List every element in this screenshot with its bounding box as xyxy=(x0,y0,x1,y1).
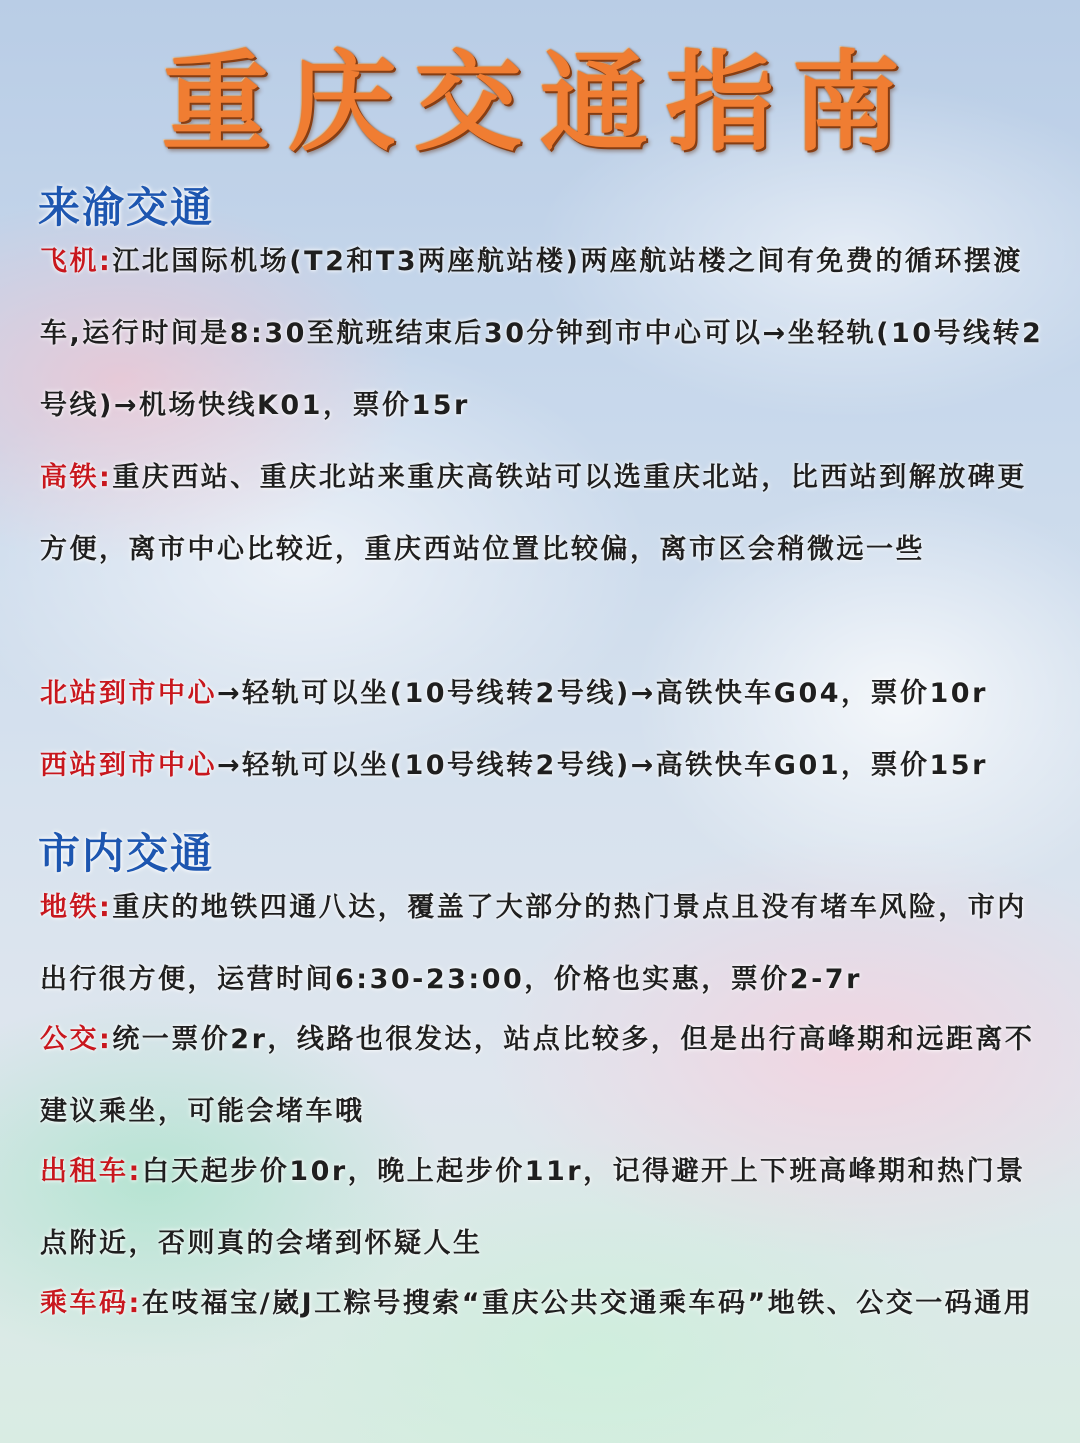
page-title: 重庆交通指南 xyxy=(161,40,918,166)
paragraph-metro xyxy=(40,872,1050,1016)
paragraph-north-station xyxy=(40,658,1050,730)
bus-label: 公交: xyxy=(40,1024,113,1055)
section-heading-city: 市内交通 xyxy=(38,829,215,878)
paragraph-highspeed-rail xyxy=(40,442,1050,586)
west-station-text: →轻轨可以坐(10号线转2号线)→高铁快车G01，票价15r xyxy=(217,750,988,781)
plane-text: 江北国际机场(T2和T3两座航站楼)两座航站楼之间有免费的循环摆渡车,运行时间是8:30至航班结束后30分钟到市中心可以→坐轻轨(10号线转2号线)→机场快线K01，票价15r xyxy=(40,246,1044,421)
paragraph-bus xyxy=(40,1004,1050,1148)
west-station-label: 西站到市中心 xyxy=(40,750,217,781)
paragraph-ride-code xyxy=(40,1268,1050,1340)
plane-label: 飞机: xyxy=(40,246,113,277)
taxi-label: 出租车: xyxy=(40,1156,142,1187)
taxi-text: 白天起步价10r，晚上起步价11r，记得避开上下班高峰期和热门景点附近，否则真的会堵到怀疑人生 xyxy=(40,1156,1026,1259)
ride-code-label: 乘车码: xyxy=(40,1288,142,1319)
paragraph-west-station xyxy=(40,730,1050,802)
paragraph-taxi xyxy=(40,1136,1050,1280)
north-station-label: 北站到市中心 xyxy=(40,678,217,709)
metro-text: 重庆的地铁四通八达，覆盖了大部分的热门景点且没有堵车风险，市内出行很方便，运营时间6:30-23:00，价格也实惠，票价2-7r xyxy=(40,892,1027,995)
bus-text: 统一票价2r，线路也很发达，站点比较多，但是出行高峰期和远距离不建议乘坐，可能会堵车哦 xyxy=(40,1024,1035,1127)
section-heading-arrival: 来渝交通 xyxy=(38,183,215,232)
metro-label: 地铁: xyxy=(40,892,113,923)
highspeed-rail-label: 高铁: xyxy=(40,462,113,493)
ride-code-text: 在吱福宝/崴J工粽号搜索“重庆公共交通乘车码”地铁、公交一码通用 xyxy=(141,1288,1034,1319)
paragraph-plane xyxy=(40,226,1050,442)
north-station-text: →轻轨可以坐(10号线转2号线)→高铁快车G04，票价10r xyxy=(217,678,988,709)
highspeed-rail-text: 重庆西站、重庆北站来重庆高铁站可以选重庆北站，比西站到解放碑更方便，离市中心比较近，重庆西站位置比较偏，离市区会稍微远一些 xyxy=(40,462,1027,565)
